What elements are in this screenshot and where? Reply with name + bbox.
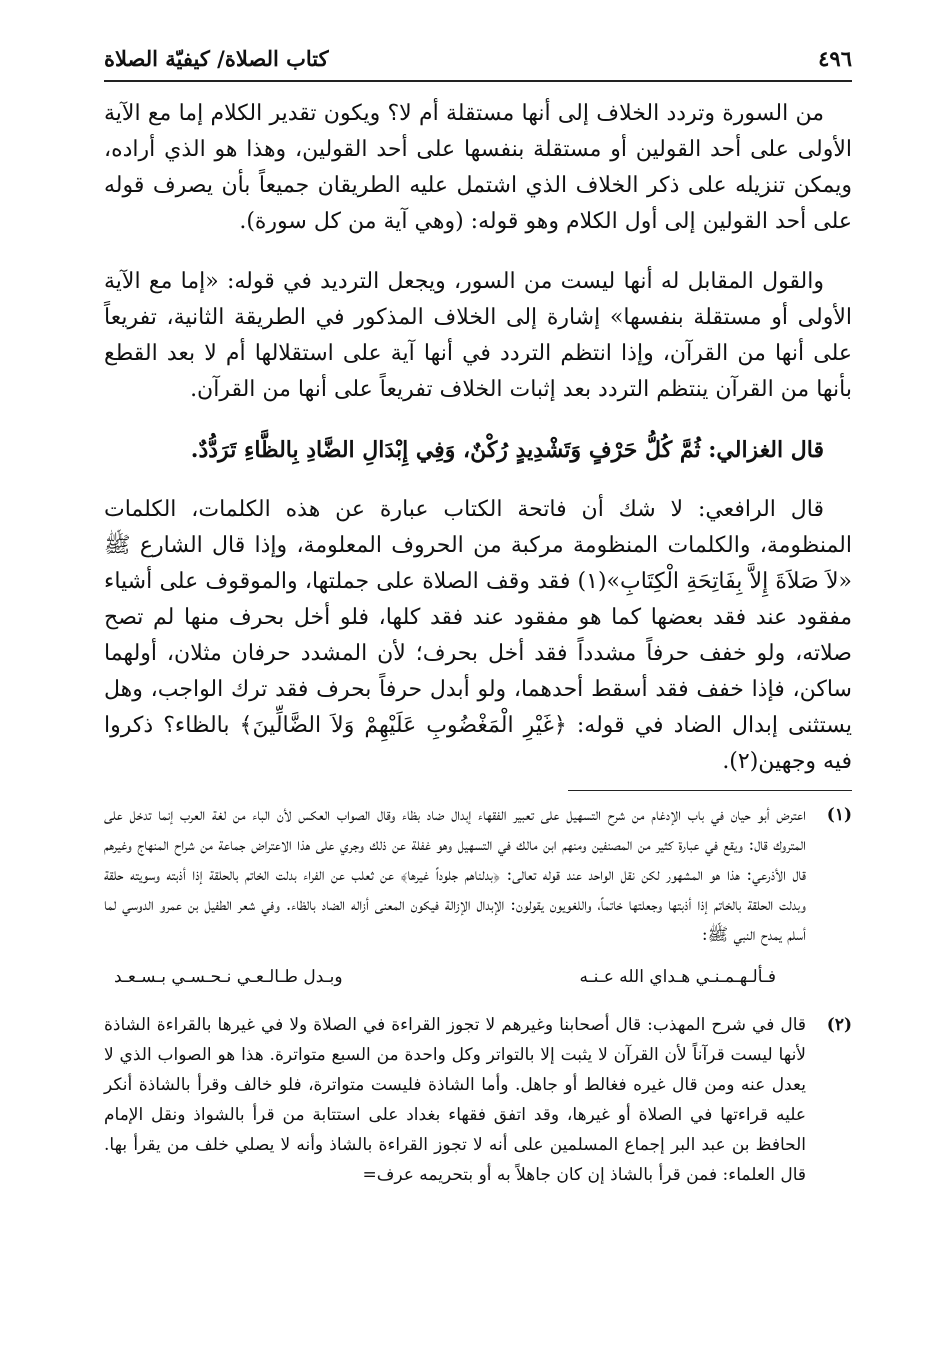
header-divider (104, 80, 852, 82)
footnotes (104, 800, 852, 1204)
page-header (104, 38, 852, 78)
paragraph-3: قال الرافعي: لا شك أن فاتحة الكتاب عبارة عن هذه الكلمات، الكلمات المنظومة، والكلمات المنظومة مركبة من الحروف المعلومة، وإذا قال الشارع ﷺ «لاَ صَلاَةَ إِلاَّ بِفَاتِحَةِ الْكِتَابِ»(١) فقد وقف الصلاة على جملتها، والموقوف على أشياء مفقود عند فقد بعضها كما هو مفقود عند فقد كلها، فلو أخل بحرف منها لم تصح صلاته، ولو خفف حرفاً مشدداً فقد أخل بحرف؛ لأن المشدد حرفان مثلان، أولهما ساكن، فإذا خفف فقد أسقط أحدهما، ولو أبدل حرفاً بحرف فقد ترك الواجب، وهل يستثنى إبدال الضاد في قوله: ﴿غَيْرِ الْمَغْضُوبِ عَلَيْهِمْ وَلاَ الضَّالِّينَ﴾ بالظاء؟ ذكروا فيه وجهين(٢). (104, 497, 852, 774)
footnote-divider (568, 790, 852, 791)
ghazali-statement (104, 432, 852, 468)
running-title: كتاب الصلاة/ كيفيّة الصلاة (104, 45, 329, 71)
footnote-1 (104, 800, 852, 996)
verse-second-hemistich: وبـدل طـالـعـي نـحـسـي بـسـعـد (114, 967, 343, 987)
ghazali-quote: ثُمَّ كُلُّ حَرْفٍ وَتَشْدِيدٍ رُكْنٌ، وَفِي إِبْدَالِ الضَّادِ بِالظَّاءِ تَرَدُّدٌ. (190, 437, 701, 463)
footnote-2-text: قال في شرح المهذب: قال أصحابنا وغيرهم لا تجوز القراءة في الصلاة ولا في غيرها بالقراءة الشاذة لأنها ليست قرآناً لأن القرآن لا يثبت إلا بالتواتر وكل واحدة من السبع متواترة. هذا هو الصواب الذي لا يعدل عنه ومن قال غيره فغالط أو جاهل. وأما الشاذة فليست متواترة، فلو خالف وقرأ بالشاذة أنكر عليه قراءتها في الصلاة أو غيرها، وقد اتفق فقهاء بغداد على استتابة من قرأ بالشواذ ونقل الإمام الحافظ بن عبد البر إجماع المسلمين على أنه لا تجوز القراءة بالشاذ وأنه لا يصلي خلف من يقرأ بها. قال العلماء: فمن قرأ بالشاذ إن كان جاهلاً به أو بتحريمه عرف= (104, 1015, 806, 1185)
paragraph-1: من السورة وتردد الخلاف إلى أنها مستقلة أم لا؟ ويكون تقدير الكلام إما مع الآية الأولى على أحد القولين أو مستقلة بنفسها على أحد القولين، وهذا هو الذي أراده، ويمكن تنزيله على ذكر الخلاف الذي اشتمل عليه الطريقان جميعاً بأن يصرف قوله على أحد القولين إلى أول الكلام وهو قوله: (وهي آية من كل سورة). (104, 101, 852, 234)
footnote-1-text: اعترض أبو حيان في باب الإدغام من شرح التسهيل على تعبير الفقهاء إبدال ضاد بظاء وقال الصواب العكس لأن الباء من لغة العرب إنما تدخل على المتروك قال: ويقع في عبارة كثير من المصنفين ومنهم ابن مالك في التسهيل وهو غفلة عن ذلك وجري على هذا الاعتراض جماعة من شراح المنهاج وغيرهم قال الأذرعي: هذا هو المشهور لكن نقل الواحد عند قوله تعالى: ﴿بدلناهم جلوداً غيرها﴾ عن ثعلب عن الفراء بدلت الخاتم بالحلقة إذا أذبته وسويته حلقة وبدلت الحلقة بالخاتم إذا أذبتها وجعلتها خاتماً، واللغويون يقولون: الإبدال الإزالة فيكون المعنى أزاله الضاد بالظاء. وفي شعر الطفيل بن عمرو الدوسي لما أسلم يمدح النبي ﷺ: (104, 805, 806, 945)
footnote-2 (104, 1010, 852, 1190)
verse-first-hemistich: فـألـهـمـنـي هـداي الله عـنـه (579, 967, 776, 987)
page-number: ٤٩٦ (818, 45, 852, 71)
main-text (104, 96, 852, 804)
footnote-2-number: (٢) (826, 1015, 852, 1035)
footnote-1-number: (١) (826, 805, 852, 825)
paragraph-2: والقول المقابل له أنها ليست من السور، ويجعل الترديد في قوله: «إما مع الآية الأولى أو مستقلة بنفسها» إشارة إلى الخلاف المذكور في الطريقة الثانية، تفريعاً على أنها من القرآن، وإذا انتظم التردد في أنها آية على استقلالها أم لا بعد القطع بأنها من القرآن ينتظم التردد بعد إثبات الخلاف تفريعاً على أنها من القرآن. (104, 269, 852, 402)
ghazali-label: قال الغزالي: (708, 437, 824, 463)
poem-verse (114, 962, 776, 992)
